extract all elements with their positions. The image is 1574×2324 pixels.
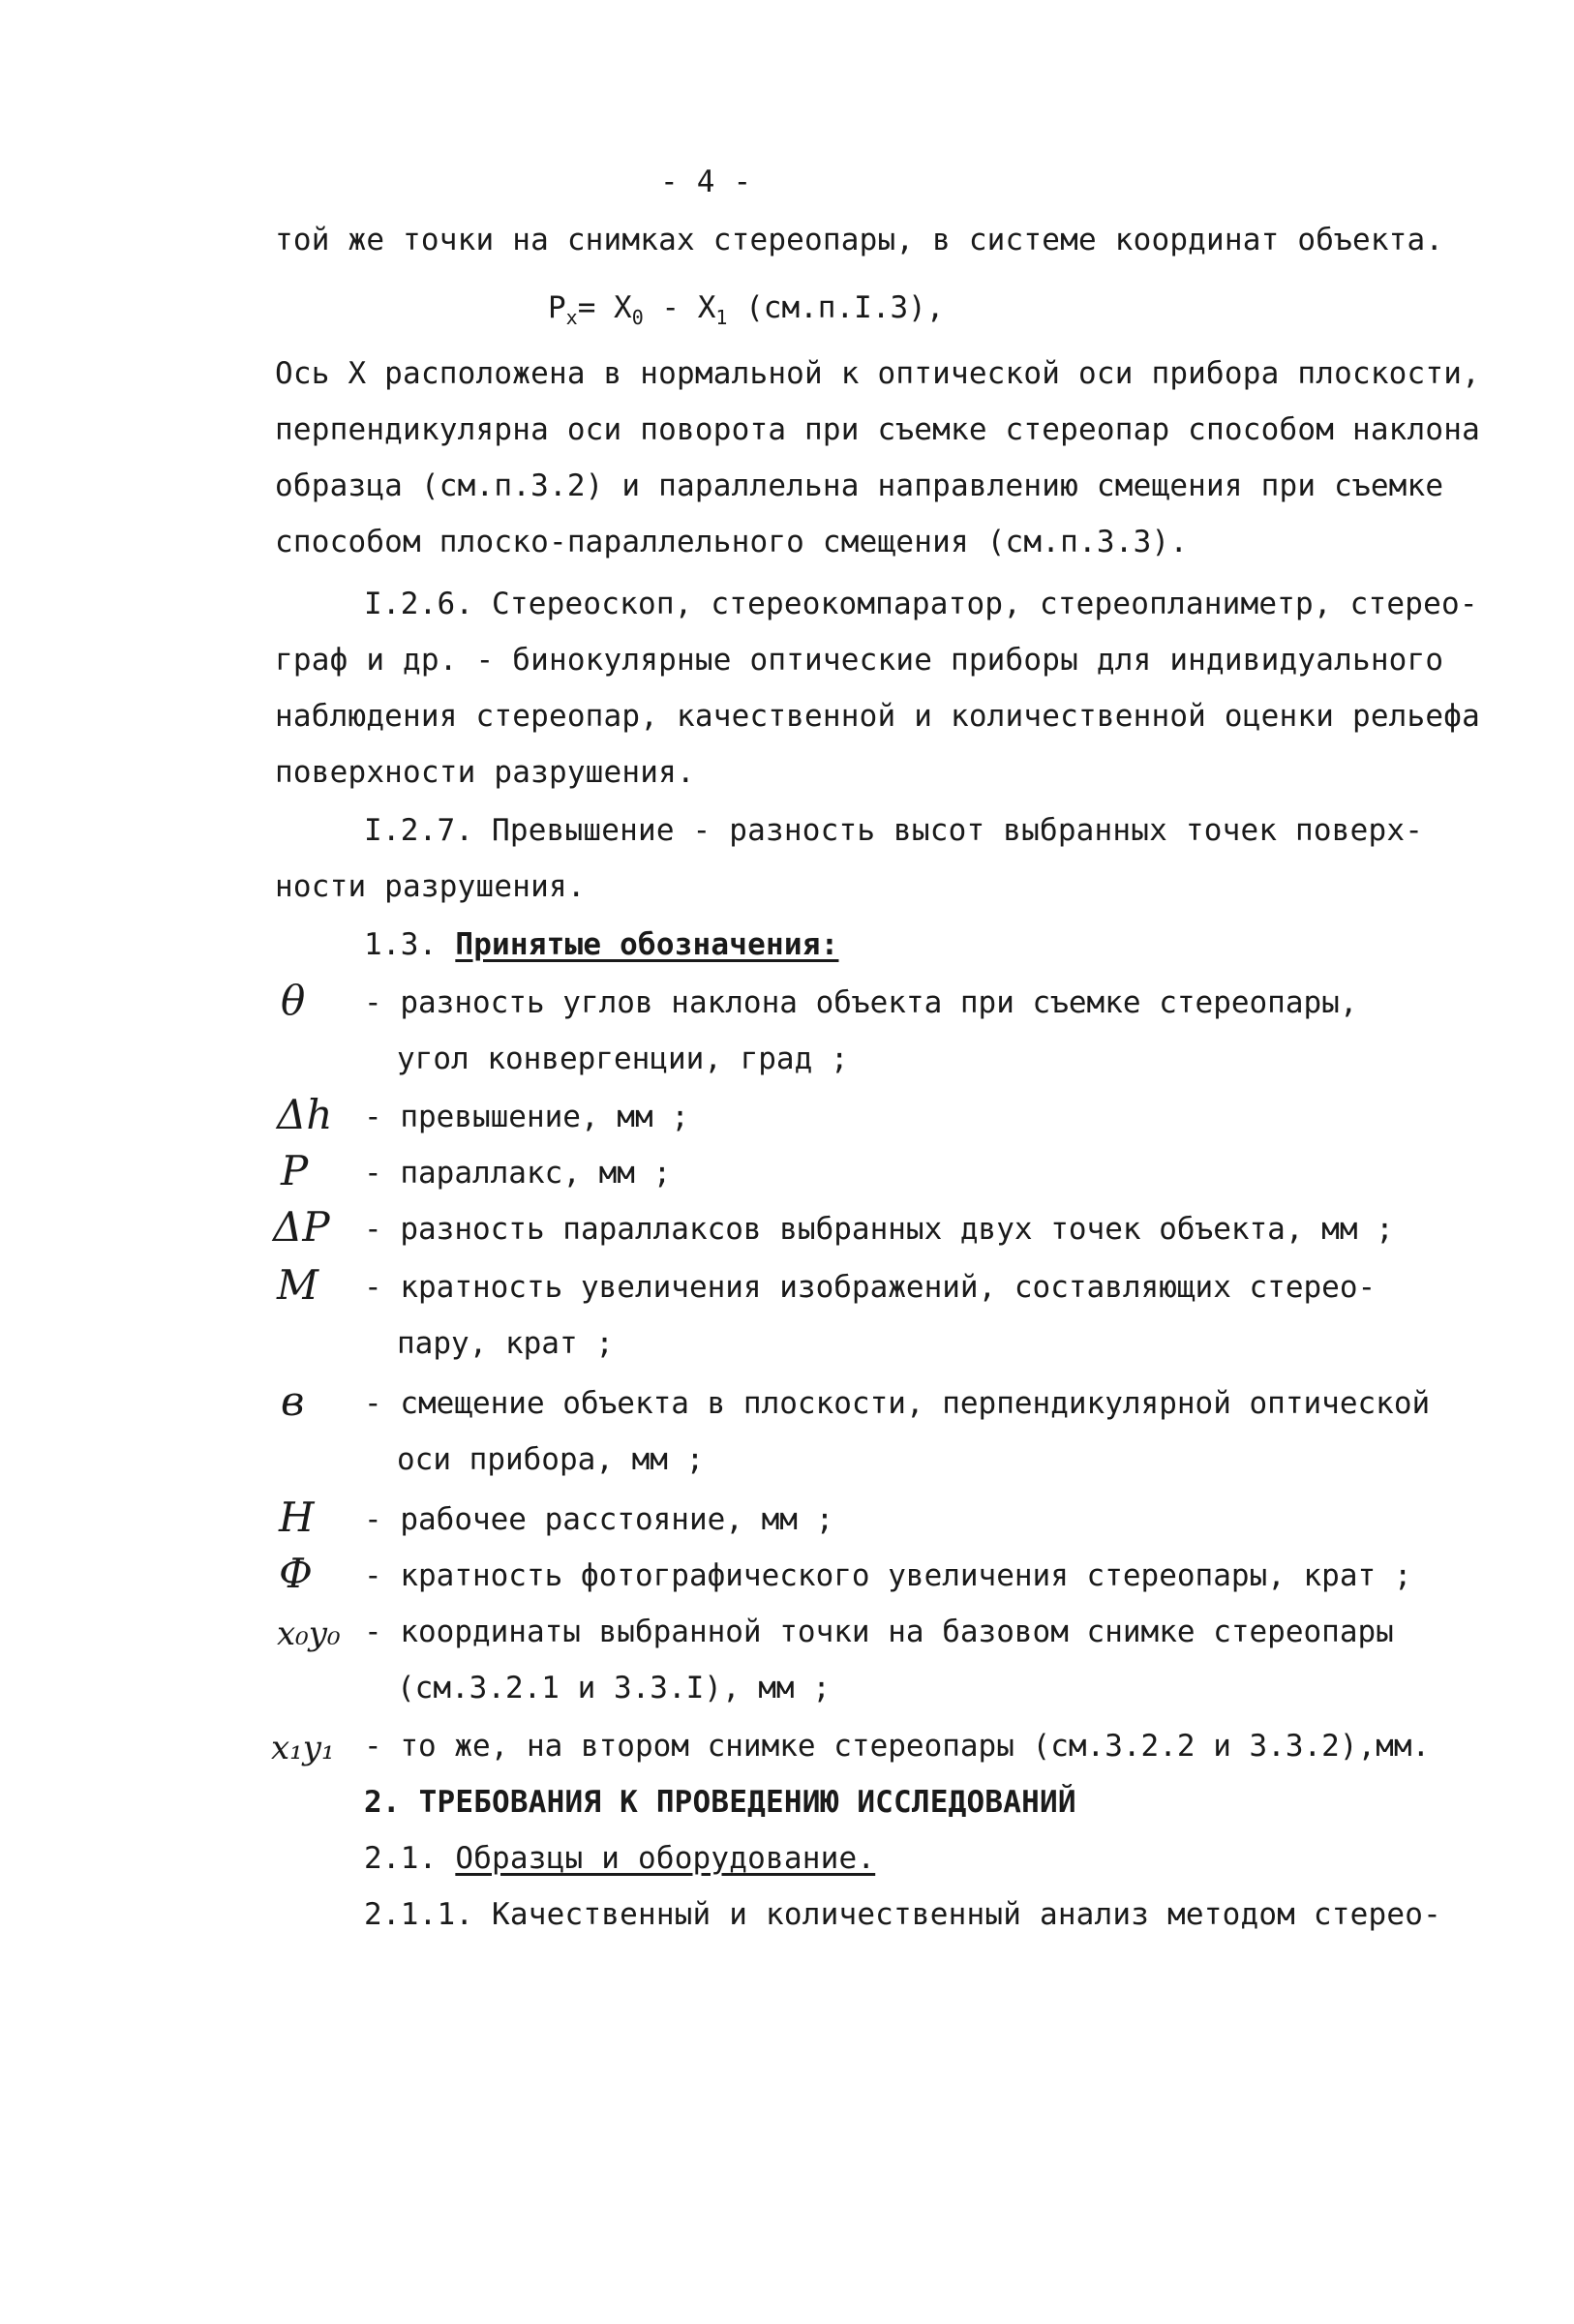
text-line-8: наблюдения стереопар, качественной и количественной оценки рельефа bbox=[275, 699, 1480, 734]
section-1-3-heading bbox=[364, 925, 838, 964]
notation-x0y0-line-2: (см.3.2.1 и 3.3.I), мм ; bbox=[397, 1671, 831, 1705]
text-line-3: перпендикулярна оси поворота при съемке стереопар способом наклона bbox=[275, 412, 1480, 447]
notation-m-line-1: - кратность увеличения изображений, составляющих стерео- bbox=[364, 1270, 1377, 1305]
symbol-h: H bbox=[279, 1494, 315, 1541]
text-line-6: I.2.6. Стереоскоп, стереокомпаратор, стереопланиметр, стерео- bbox=[364, 587, 1478, 621]
symbol-x1y1: x₁y₁ bbox=[271, 1729, 335, 1767]
formula-lhs-sub: x bbox=[565, 306, 578, 330]
notation-theta-line-2: угол конвергенции, град ; bbox=[397, 1041, 849, 1076]
formula-x1-sub: 1 bbox=[715, 306, 728, 330]
notation-h: - рабочее расстояние, мм ; bbox=[364, 1502, 834, 1537]
notation-x1y1: - то же, на втором снимке стереопары (см.3.2.2 и 3.3.2),мм. bbox=[364, 1729, 1431, 1764]
symbol-m: M bbox=[277, 1261, 319, 1309]
formula-ref: (см.п.I.3), bbox=[727, 290, 945, 325]
symbol-x0y0: x₀y₀ bbox=[277, 1615, 341, 1653]
notation-delta-h: - превышение, мм ; bbox=[364, 1100, 689, 1134]
formula-eq: = X bbox=[577, 290, 632, 325]
section-1-3-number: 1.3. bbox=[364, 927, 456, 962]
symbol-delta-p: ΔP bbox=[273, 1203, 330, 1251]
symbol-phi: Ф bbox=[279, 1550, 313, 1597]
notation-v-line-2: оси прибора, мм ; bbox=[397, 1442, 705, 1477]
section-2-heading: 2. ТРЕБОВАНИЯ К ПРОВЕДЕНИЮ ИССЛЕДОВАНИЙ bbox=[364, 1785, 1076, 1820]
notation-phi: - кратность фотографического увеличения стереопары, крат ; bbox=[364, 1558, 1412, 1593]
notation-p: - параллакс, мм ; bbox=[364, 1156, 672, 1191]
section-2-1-number: 2.1. bbox=[364, 1841, 456, 1876]
notation-delta-p: - разность параллаксов выбранных двух точек объекта, мм ; bbox=[364, 1212, 1394, 1247]
notation-theta-line-1: - разность углов наклона объекта при съемке стереопары, bbox=[364, 985, 1358, 1020]
formula-lhs: P bbox=[548, 290, 566, 325]
symbol-v: в bbox=[281, 1377, 305, 1425]
formula-minus: - X bbox=[643, 290, 716, 325]
text-line-5: способом плоско-параллельного смещения (см.п.3.3). bbox=[275, 525, 1189, 559]
text-line-11: ности разрушения. bbox=[275, 869, 586, 904]
symbol-theta: θ bbox=[281, 977, 306, 1024]
formula-x0-sub: 0 bbox=[631, 306, 644, 330]
text-line-4: образца (см.п.3.2) и параллельна направлению смещения при съемке bbox=[275, 468, 1444, 503]
text-line-1: той же точки на снимках стереопары, в системе координат объекта. bbox=[275, 223, 1444, 257]
text-line-9: поверхности разрушения. bbox=[275, 755, 695, 790]
section-2-1-title: Образцы и оборудование. bbox=[455, 1841, 876, 1876]
notation-v-line-1: - смещение объекта в плоскости, перпендикулярной оптической bbox=[364, 1386, 1431, 1421]
parallax-formula bbox=[548, 288, 944, 337]
section-2-1-heading bbox=[364, 1839, 875, 1878]
symbol-p: P bbox=[281, 1147, 309, 1194]
text-line-10: I.2.7. Превышение - разность высот выбранных точек поверх- bbox=[364, 813, 1424, 848]
symbol-delta-h: Δh bbox=[277, 1091, 333, 1138]
section-1-3-title: Принятые обозначения: bbox=[455, 927, 839, 962]
notation-x0y0-line-1: - координаты выбранной точки на базовом снимке стереопары bbox=[364, 1615, 1394, 1649]
text-line-2: Ось X расположена в нормальной к оптической оси прибора плоскости, bbox=[275, 356, 1480, 391]
text-line-7: граф и др. - бинокулярные оптические приборы для индивидуального bbox=[275, 643, 1444, 678]
notation-m-line-2: пару, крат ; bbox=[397, 1326, 614, 1361]
page-number: - 4 - bbox=[660, 165, 752, 199]
section-2-1-1-line: 2.1.1. Качественный и количественный анализ методом стерео- bbox=[364, 1897, 1441, 1932]
